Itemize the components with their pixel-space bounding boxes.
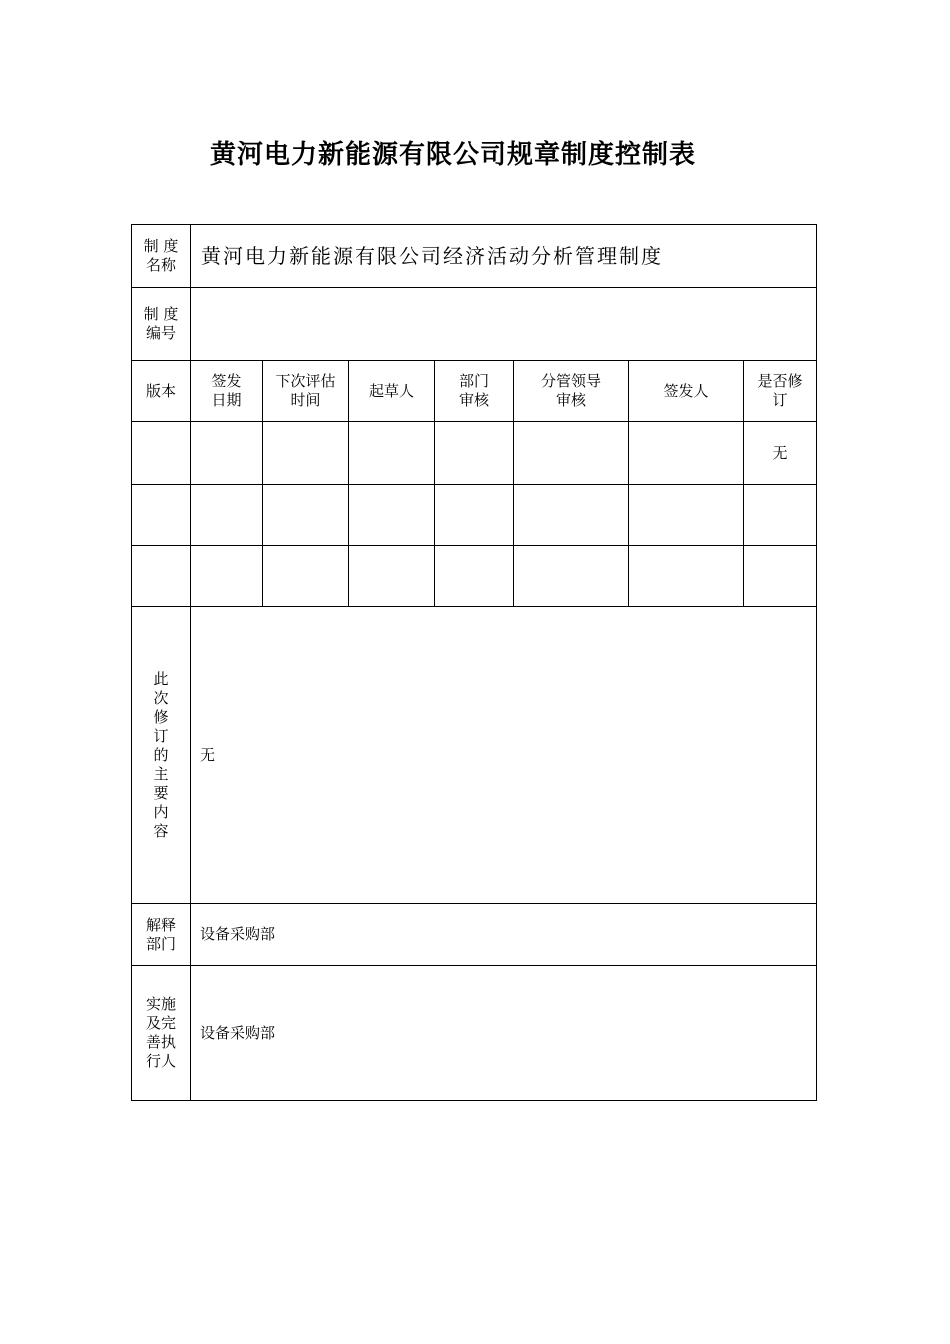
number-label: 制 度 编号 [132, 288, 191, 361]
cell [629, 422, 744, 485]
interpret-label: 解释 部门 [132, 904, 191, 966]
interpret-value: 设备采购部 [191, 904, 817, 966]
implement-label: 实施 及完 善执 行人 [132, 966, 191, 1101]
implement-value: 设备采购部 [191, 966, 817, 1101]
cell [191, 485, 263, 546]
revision-value: 无 [191, 607, 817, 904]
header-dept-review: 部门 审核 [435, 361, 514, 422]
revised-cell: 无 [744, 422, 817, 485]
cell [349, 485, 435, 546]
revision-label: 此次修订的主要内容 [132, 607, 191, 904]
header-revised: 是否修 订 [744, 361, 817, 422]
table-row [132, 422, 817, 485]
header-sign-date: 签发 日期 [191, 361, 263, 422]
cell [435, 546, 514, 607]
table-row [132, 485, 817, 546]
cell [514, 546, 629, 607]
name-value: 黄河电力新能源有限公司经济活动分析管理制度 [191, 225, 817, 288]
revised-cell [744, 485, 817, 546]
cell [629, 546, 744, 607]
cell [349, 546, 435, 607]
control-table [131, 224, 817, 1101]
cell [263, 546, 349, 607]
cell [132, 422, 191, 485]
header-leader-review: 分管领导 审核 [514, 361, 629, 422]
cell [435, 422, 514, 485]
cell [629, 485, 744, 546]
cell [191, 422, 263, 485]
revised-cell [744, 546, 817, 607]
cell [349, 422, 435, 485]
header-version: 版本 [132, 361, 191, 422]
header-next-eval: 下次评估 时间 [263, 361, 349, 422]
cell [132, 546, 191, 607]
cell [514, 422, 629, 485]
header-issuer: 签发人 [629, 361, 744, 422]
header-drafter: 起草人 [349, 361, 435, 422]
document-title: 黄河电力新能源有限公司规章制度控制表 [209, 140, 696, 170]
cell [263, 485, 349, 546]
number-value [191, 288, 817, 361]
cell [132, 485, 191, 546]
cell [514, 485, 629, 546]
name-label: 制 度 名称 [132, 225, 191, 288]
header-row [132, 361, 817, 422]
table-row [132, 546, 817, 607]
cell [435, 485, 514, 546]
cell [263, 422, 349, 485]
cell [191, 546, 263, 607]
